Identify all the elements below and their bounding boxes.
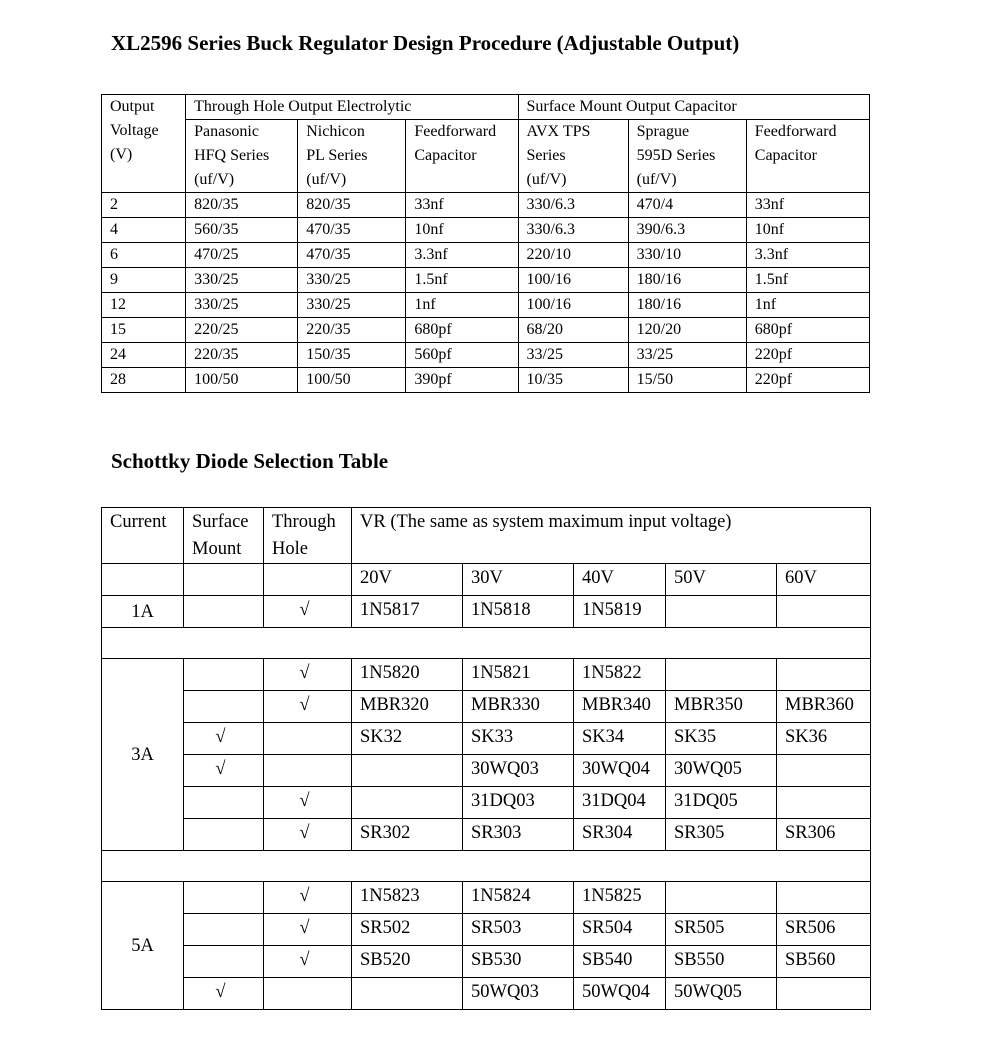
part-number-cell: 50WQ05 [666,978,777,1010]
part-number-cell: SR303 [463,819,574,851]
diode-row [102,659,871,691]
part-number-cell: 1N5818 [463,596,574,628]
header-surface-mount-group: Surface Mount Output Capacitor [518,95,870,120]
output-voltage-cell: 12 [102,293,186,318]
diode-row [102,882,871,914]
empty-cell [102,564,184,596]
part-number-cell: 1N5824 [463,882,574,914]
diode-row [102,691,871,723]
through-hole-check: √ [264,946,352,978]
schottky-diode-table [101,507,871,1010]
part-number-cell: SB560 [777,946,871,978]
capacitor-cell: 470/4 [628,193,746,218]
part-number-cell [777,755,871,787]
part-number-cell [352,787,463,819]
capacitor-cell: 330/6.3 [518,193,628,218]
table-row [102,368,870,393]
voltage-30v: 30V [463,564,574,596]
diode-row [102,755,871,787]
through-hole-check [264,978,352,1010]
capacitor-cell: 180/16 [628,268,746,293]
part-number-cell: MBR330 [463,691,574,723]
part-number-cell: 1N5820 [352,659,463,691]
part-number-cell: 1N5819 [574,596,666,628]
capacitor-cell: 1nf [406,293,518,318]
part-number-cell: SR305 [666,819,777,851]
capacitor-cell: 1.5nf [406,268,518,293]
design-procedure-title: XL2596 Series Buck Regulator Design Procedure (Adjustable Output) [111,31,740,55]
part-number-cell: 50WQ03 [463,978,574,1010]
through-hole-check: √ [264,882,352,914]
capacitor-cell: 33nf [406,193,518,218]
capacitor-design-table [101,94,870,393]
surface-mount-check: √ [184,978,264,1010]
capacitor-cell: 33/25 [518,343,628,368]
output-voltage-cell: 2 [102,193,186,218]
table-row [102,193,870,218]
voltage-20v: 20V [352,564,463,596]
capacitor-cell: 100/16 [518,293,628,318]
part-number-cell: SR306 [777,819,871,851]
surface-mount-check [184,946,264,978]
through-hole-check: √ [264,914,352,946]
through-hole-check [264,723,352,755]
capacitor-cell: 10nf [406,218,518,243]
current-rating-cell: 1A [102,596,184,628]
diode-row [102,787,871,819]
header-avx: AVX TPS Series (uf/V) [518,120,628,193]
capacitor-cell: 10nf [746,218,869,243]
table-row [102,318,870,343]
capacitor-cell: 180/16 [628,293,746,318]
header-panasonic: Panasonic HFQ Series (uf/V) [186,120,298,193]
capacitor-cell: 100/16 [518,268,628,293]
table-row [102,268,870,293]
capacitor-cell: 33/25 [628,343,746,368]
part-number-cell [777,882,871,914]
separator-cell [102,628,871,659]
part-number-cell: SK35 [666,723,777,755]
part-number-cell: MBR320 [352,691,463,723]
table-row [102,293,870,318]
part-number-cell: SR503 [463,914,574,946]
part-number-cell: SB540 [574,946,666,978]
surface-mount-check: √ [184,755,264,787]
empty-cell [184,564,264,596]
part-number-cell: SR502 [352,914,463,946]
part-number-cell: SR506 [777,914,871,946]
part-number-cell: SR302 [352,819,463,851]
separator-row [102,851,871,882]
surface-mount-check [184,819,264,851]
surface-mount-check [184,787,264,819]
part-number-cell [666,659,777,691]
header-sprague: Sprague 595D Series (uf/V) [628,120,746,193]
part-number-cell: 30WQ04 [574,755,666,787]
output-voltage-cell: 28 [102,368,186,393]
voltage-40v: 40V [574,564,666,596]
capacitor-cell: 330/25 [298,293,406,318]
output-voltage-cell: 4 [102,218,186,243]
capacitor-cell: 560/35 [186,218,298,243]
capacitor-cell: 100/50 [298,368,406,393]
voltage-60v: 60V [777,564,871,596]
capacitor-cell: 220/10 [518,243,628,268]
capacitor-cell: 120/20 [628,318,746,343]
output-voltage-cell: 24 [102,343,186,368]
current-rating-cell: 3A [102,659,184,851]
capacitor-cell: 33nf [746,193,869,218]
surface-mount-check: √ [184,723,264,755]
part-number-cell: 50WQ04 [574,978,666,1010]
diode-row [102,978,871,1010]
part-number-cell: 30WQ05 [666,755,777,787]
part-number-cell: 31DQ04 [574,787,666,819]
capacitor-cell: 680pf [746,318,869,343]
diode-row [102,723,871,755]
part-number-cell: SR505 [666,914,777,946]
diode-row [102,596,871,628]
capacitor-cell: 68/20 [518,318,628,343]
through-hole-check: √ [264,659,352,691]
part-number-cell: SK32 [352,723,463,755]
surface-mount-check [184,691,264,723]
capacitor-cell: 390/6.3 [628,218,746,243]
part-number-cell [666,882,777,914]
part-number-cell: SB520 [352,946,463,978]
voltage-50v: 50V [666,564,777,596]
capacitor-cell: 1nf [746,293,869,318]
capacitor-cell: 330/25 [298,268,406,293]
diode-table-title: Schottky Diode Selection Table [111,449,389,473]
capacitor-cell: 220/35 [298,318,406,343]
capacitor-cell: 680pf [406,318,518,343]
capacitor-cell: 820/35 [298,193,406,218]
part-number-cell [352,978,463,1010]
capacitor-cell: 330/25 [186,268,298,293]
part-number-cell: 1N5821 [463,659,574,691]
part-number-cell: 31DQ05 [666,787,777,819]
part-number-cell [777,787,871,819]
part-number-cell [777,978,871,1010]
capacitor-cell: 3.3nf [406,243,518,268]
output-voltage-cell: 9 [102,268,186,293]
separator-row [102,628,871,659]
surface-mount-check [184,659,264,691]
part-number-cell: SR504 [574,914,666,946]
capacitor-cell: 330/25 [186,293,298,318]
part-number-cell: SB530 [463,946,574,978]
through-hole-check: √ [264,787,352,819]
part-number-cell: 1N5822 [574,659,666,691]
header-through-hole: Through Hole [264,508,352,564]
part-number-cell: SB550 [666,946,777,978]
capacitor-cell: 220/25 [186,318,298,343]
capacitor-cell: 3.3nf [746,243,869,268]
part-number-cell: 1N5825 [574,882,666,914]
separator-cell [102,851,871,882]
part-number-cell: 30WQ03 [463,755,574,787]
header-surface-mount: Surface Mount [184,508,264,564]
header-feedforward-th: Feedforward Capacitor [406,120,518,193]
part-number-cell: 1N5823 [352,882,463,914]
through-hole-check: √ [264,596,352,628]
part-number-cell [777,659,871,691]
capacitor-cell: 470/35 [298,243,406,268]
diode-row [102,819,871,851]
capacitor-cell: 820/35 [186,193,298,218]
part-number-cell: 1N5817 [352,596,463,628]
header-feedforward-sm: Feedforward Capacitor [746,120,869,193]
capacitor-cell: 1.5nf [746,268,869,293]
capacitor-cell: 10/35 [518,368,628,393]
capacitor-cell: 560pf [406,343,518,368]
surface-mount-check [184,914,264,946]
through-hole-check: √ [264,819,352,851]
capacitor-cell: 220pf [746,368,869,393]
capacitor-cell: 100/50 [186,368,298,393]
part-number-cell: MBR340 [574,691,666,723]
current-rating-cell: 5A [102,882,184,1010]
capacitor-cell: 150/35 [298,343,406,368]
table-row [102,343,870,368]
table-row [102,218,870,243]
part-number-cell: SR304 [574,819,666,851]
capacitor-cell: 330/6.3 [518,218,628,243]
diode-row [102,946,871,978]
diode-row [102,914,871,946]
header-nichicon: Nichicon PL Series (uf/V) [298,120,406,193]
surface-mount-check [184,596,264,628]
part-number-cell: MBR360 [777,691,871,723]
capacitor-cell: 470/25 [186,243,298,268]
part-number-cell: 31DQ03 [463,787,574,819]
output-voltage-cell: 6 [102,243,186,268]
part-number-cell [352,755,463,787]
part-number-cell: SK36 [777,723,871,755]
part-number-cell [777,596,871,628]
capacitor-cell: 390pf [406,368,518,393]
empty-cell [264,564,352,596]
capacitor-cell: 220pf [746,343,869,368]
header-through-hole-group: Through Hole Output Electrolytic [186,95,518,120]
through-hole-check: √ [264,691,352,723]
header-current: Current [102,508,184,564]
part-number-cell: MBR350 [666,691,777,723]
capacitor-cell: 15/50 [628,368,746,393]
through-hole-check [264,755,352,787]
part-number-cell [666,596,777,628]
part-number-cell: SK34 [574,723,666,755]
capacitor-cell: 330/10 [628,243,746,268]
part-number-cell: SK33 [463,723,574,755]
capacitor-cell: 470/35 [298,218,406,243]
table-row [102,243,870,268]
surface-mount-check [184,882,264,914]
header-vr: VR (The same as system maximum input voltage) [352,508,871,564]
output-voltage-cell: 15 [102,318,186,343]
capacitor-cell: 220/35 [186,343,298,368]
header-output-voltage: Output Voltage (V) [102,95,186,193]
